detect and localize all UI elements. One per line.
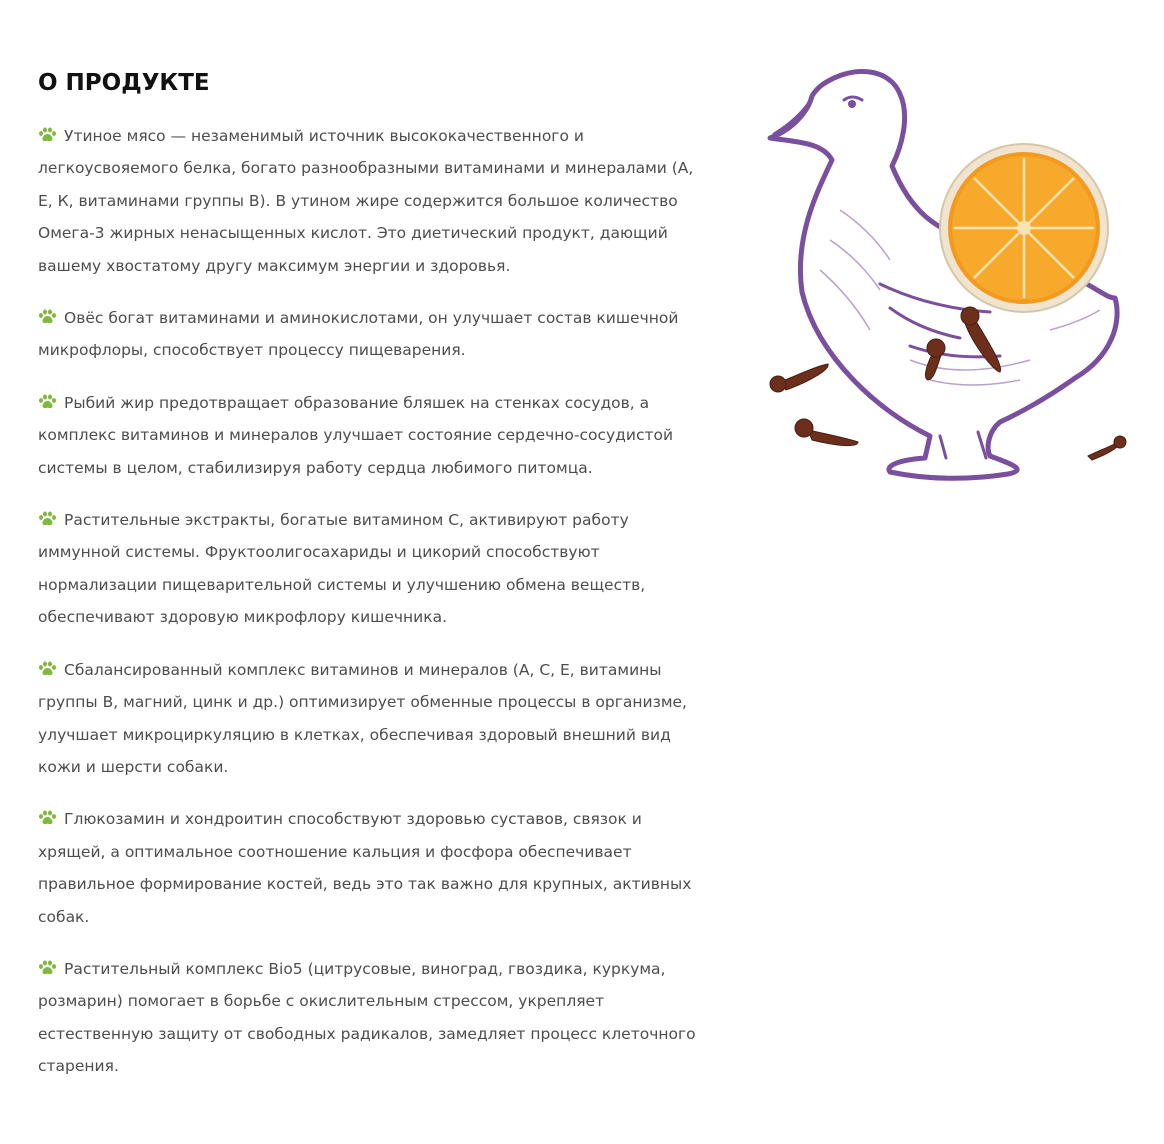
- paragraph-text: Глюкозамин и хондроитин способствуют здоровью суставов, связок и хрящей, а оптимальное соотношение кальция и фосфора обеспечивает правильное формирование костей, ведь это так важно для крупных, активных собак.: [38, 810, 692, 926]
- paragraph-text: Растительные экстракты, богатые витамином С, активируют работу иммунной системы. Фруктоолигосахариды и цикорий способствуют нормализации пищеварительной системы и улучшению обмена веществ, обеспечивают здоровую микрофлору кишечника.: [38, 511, 646, 627]
- paw-icon: [38, 960, 57, 975]
- paragraph-text: Растительный комплекс Bio5 (цитрусовые, виноград, гвоздика, куркума, розмарин) помогает в борьбе с окислительным стрессом, укрепляет естественную защиту от свободных радикалов, замедляет процесс клеточного старения.: [38, 959, 696, 1076]
- paragraph-bio5: [38, 953, 698, 1083]
- paw-icon: [38, 661, 57, 676]
- product-description: [38, 64, 698, 1103]
- paw-icon: [38, 394, 57, 409]
- duck-orange-clove-illustration: [760, 60, 1140, 510]
- paragraph-text: Овёс богат витаминами и аминокислотами, он улучшает состав кишечной микрофлоры, способствует процессу пищеварения.: [38, 309, 679, 360]
- paragraph-vitamins: [38, 654, 698, 784]
- paw-icon: [38, 127, 57, 142]
- paw-icon: [38, 511, 57, 526]
- paragraph-fish-oil: [38, 387, 698, 484]
- paragraph-duck-meat: [38, 120, 698, 282]
- paragraph-text: Утиное мясо — незаменимый источник высококачественного и легкоусвояемого белка, богато разнообразными витаминами и минералами (А, Е, К, витаминами группы В). В утином жире содержится большое количество Омега-3 жирных ненасыщенных кислот. Это диетический продукт, дающий вашему хвостатому другу максимум энергии и здоровья.: [38, 127, 694, 275]
- paragraph-text: Сбалансированный комплекс витаминов и минералов (А, С, Е, витамины группы В, магний, цинк и др.) оптимизирует обменные процессы в организме, улучшает микроциркуляцию в клетках, обеспечивая здоровый внешний вид кожи и шерсти собаки.: [38, 660, 687, 776]
- paragraph-glucosamine: [38, 803, 698, 933]
- paragraph-oats: [38, 302, 698, 367]
- section-title: О ПРОДУКТЕ: [38, 70, 210, 96]
- orange-slice-icon: [940, 144, 1108, 312]
- paragraph-plant-extracts: [38, 504, 698, 634]
- paw-icon: [38, 309, 57, 324]
- paw-icon: [38, 810, 57, 825]
- paragraph-text: Рыбий жир предотвращает образование бляшек на стенках сосудов, а комплекс витаминов и минералов улучшает состояние сердечно-сосудистой системы в целом, стабилизируя работу сердца любимого питомца.: [38, 393, 674, 477]
